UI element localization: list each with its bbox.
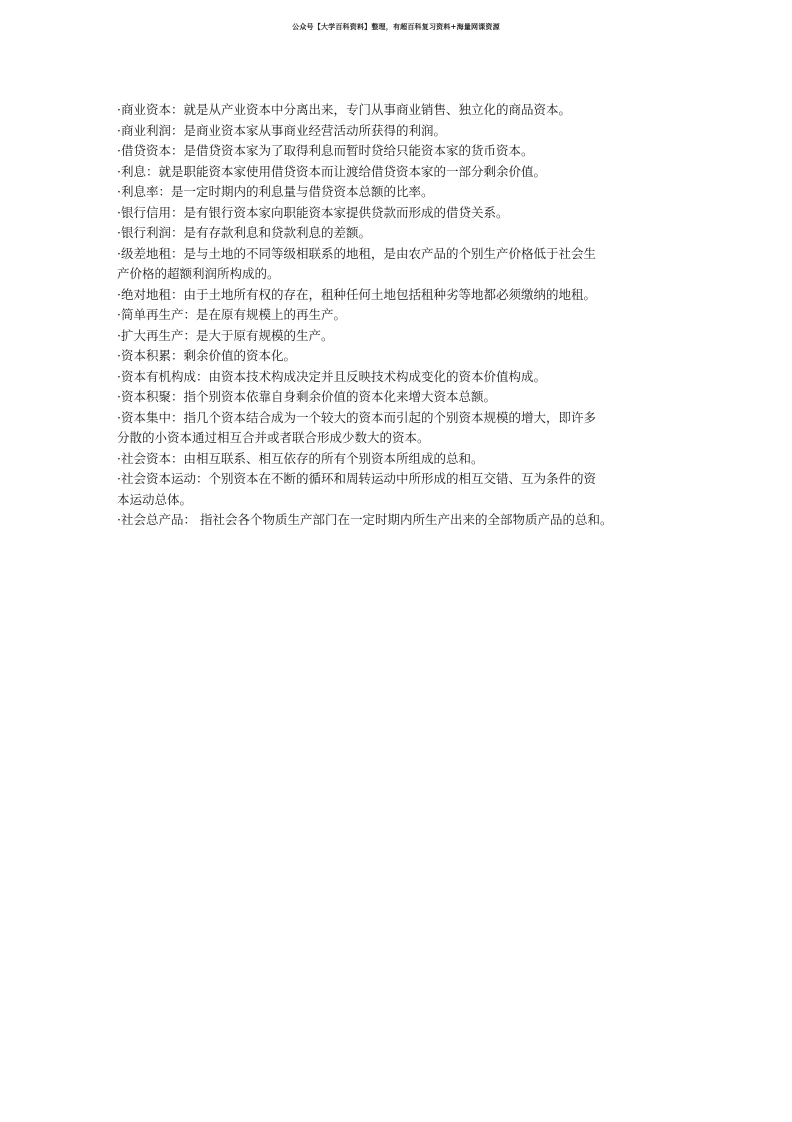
entry-line: ·绝对地租：由于土地所有权的存在，租种任何土地包括租种劣等地都必须缴纳的地租。	[117, 286, 596, 302]
list-item	[117, 162, 637, 183]
list-item	[117, 510, 637, 531]
entry-line: ·银行信用：是有银行资本家向职能资本家提供贷款而形成的借贷关系。	[117, 204, 509, 220]
entry-line: ·商业利润：是商业资本家从事商业经营活动所获得的利润。	[117, 122, 446, 138]
list-item	[117, 285, 637, 306]
entry-line: ·社会资本运动：个别资本在不断的循环和周转运动中所形成的相互交错、互为条件的资	[117, 471, 596, 486]
list-item	[117, 387, 637, 408]
list-item	[117, 203, 637, 224]
list-item	[117, 182, 637, 203]
entry-line: ·银行利润：是有存款利息和贷款利息的差额。	[117, 225, 371, 240]
entry-line: ·利息：就是职能资本家使用借贷资本而让渡给借贷资本家的一部分剩余价值。	[117, 163, 546, 179]
entry-line: ·资本积聚：指个别资本依靠自身剩余价值的资本化来增大资本总额。	[117, 389, 496, 404]
list-item	[117, 367, 637, 388]
definition-list	[117, 100, 637, 531]
list-item	[117, 244, 637, 285]
entry-line-continued: 产价格的超额利润所构成的。	[117, 266, 280, 281]
entry-line-continued: 分散的小资本通过相互合并或者联合形成少数大的资本。	[117, 430, 430, 445]
entry-line: ·资本积累：剩余价值的资本化。	[117, 348, 296, 363]
entry-line: ·简单再生产：是在原有规模上的再生产。	[117, 307, 346, 322]
page-header: 公众号【大学百科资料】整理，有超百科复习资料+海量网课资源	[292, 22, 500, 31]
list-item	[117, 121, 637, 142]
entry-line: ·商业资本：就是从产业资本中分离出来，专门从事商业销售、独立化的商品资本。	[117, 102, 571, 117]
entry-line: ·借贷资本：是借贷资本家为了取得利息而暂时贷给只能资本家的货币资本。	[117, 143, 534, 158]
list-item	[117, 326, 637, 347]
list-item	[117, 100, 637, 121]
entry-line: ·资本集中：指几个资本结合成为一个较大的资本而引起的个别资本规模的增大，即许多	[117, 409, 596, 425]
list-item	[117, 305, 637, 326]
list-item	[117, 449, 637, 470]
entry-line: ·利息率：是一定时期内的利息量与借贷资本总额的比率。	[117, 184, 434, 199]
entry-line: ·级差地租：是与土地的不同等级相联系的地租，是由农产品的个别生产价格低于社会生	[117, 245, 596, 261]
list-item	[117, 408, 637, 449]
list-item	[117, 223, 637, 244]
entry-line: ·扩大再生产：是大于原有规模的生产。	[117, 327, 334, 343]
entry-line: ·资本有机构成：由资本技术构成决定并且反映技术构成变化的资本价值构成。	[117, 368, 546, 384]
list-item	[117, 469, 637, 510]
entry-line: ·社会资本：由相互联系、相互依存的所有个别资本所组成的总和。	[117, 450, 484, 466]
entry-line: ·社会总产品： 指社会各个物质生产部门在一定时期内所生产出来的全部物质产品的总和。	[117, 512, 613, 527]
list-item	[117, 346, 637, 367]
entry-line-continued: 本运动总体。	[117, 491, 193, 507]
list-item	[117, 141, 637, 162]
